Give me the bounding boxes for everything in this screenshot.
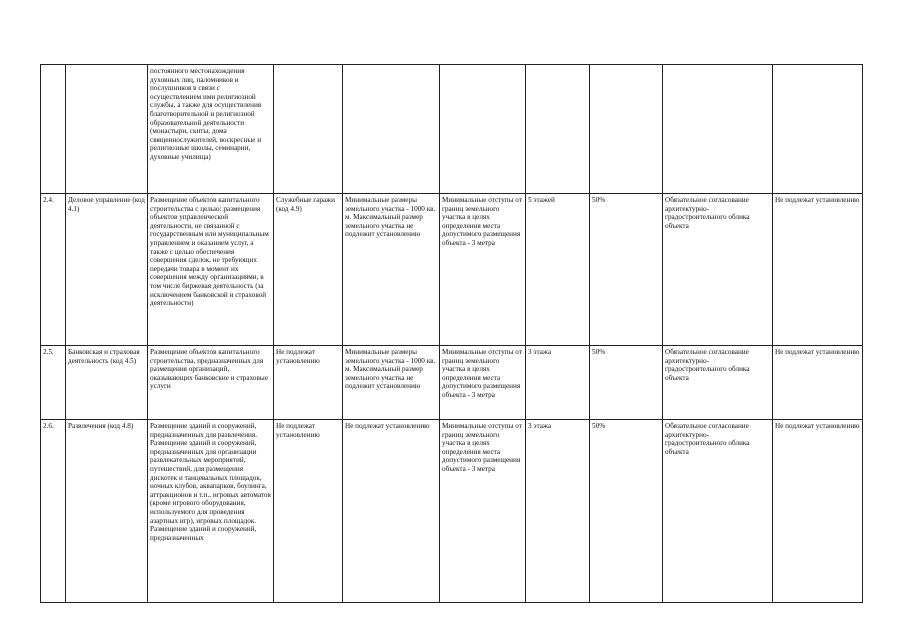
plot-size: [343, 65, 440, 194]
auxiliary-use: Служебные гаражи (код 4.9): [274, 194, 343, 346]
plot-size: Не подлежат установлению: [343, 420, 440, 603]
max-coverage: 50%: [590, 346, 663, 420]
row-number: [41, 65, 66, 194]
max-floors: [526, 65, 590, 194]
setbacks: [440, 65, 526, 194]
auxiliary-use: Не подлежат установлению: [274, 346, 343, 420]
auxiliary-use: Не подлежат установлению: [274, 420, 343, 603]
special-conditions: Обязательное согласование архитектурно-градостроительного облика объекта: [663, 420, 773, 603]
max-floors: 3 этажа: [526, 420, 590, 603]
table-row: [41, 65, 863, 194]
max-coverage: 50%: [590, 420, 663, 603]
setbacks: Минимальные отступы от границ земельного участка в целях определения места допустимого размещения объекта - 3 метра: [440, 420, 526, 603]
table-row: [41, 420, 863, 603]
table-row: [41, 346, 863, 420]
max-floors: 3 этажа: [526, 346, 590, 420]
use-type-name: [66, 65, 148, 194]
restrictions: Не подлежат установлению: [773, 420, 863, 603]
setbacks: Минимальные отступы от границ земельного участка в целях определения места допустимого размещения объекта - 3 метра: [440, 346, 526, 420]
restrictions: Не подлежат установлению: [773, 346, 863, 420]
table-row: [41, 194, 863, 346]
max-floors: 5 этажей: [526, 194, 590, 346]
restrictions: [773, 65, 863, 194]
use-description: Размещение зданий и сооружений, предназначенных для развлечения. Размещение зданий и сооружений, предназначенных для организации развлекательных мероприятий, путешествий, для размещения дискотек и танцевальных площадок, ночных клубов, аквапарков, боулинга, аттракционов и т.п., игровых автоматов (кроме игрового оборудования, используемого для проведения азартных игр), игровых площадок. Размещение зданий и сооружений, предназначенных: [148, 420, 274, 603]
special-conditions: [663, 65, 773, 194]
special-conditions: Обязательное согласование архитектурно-градостроительного облика объекта: [663, 194, 773, 346]
row-number: 2.6.: [41, 420, 66, 603]
row-number: 2.5.: [41, 346, 66, 420]
use-type-name: Деловое управление (код 4.1): [66, 194, 148, 346]
auxiliary-use: [274, 65, 343, 194]
zoning-regulations-table: [40, 64, 863, 603]
max-coverage: [590, 65, 663, 194]
setbacks: Минимальные отступы от границ земельного участка в целях определения места допустимого размещения объекта - 3 метра: [440, 194, 526, 346]
plot-size: Минимальные размеры земельного участка - 1000 кв. м. Максимальный размер земельного участка не подлежит установлению: [343, 194, 440, 346]
use-description: постоянного местонахождения духовных лиц, паломников и послушников в связи с осуществлением ими религиозной службы, а также для осуществления благотворительной и религиозной образовательной деятельности (монастыри, скиты, дома священнослужителей, воскресные и религиозные школы, семинарии, духовные училища): [148, 65, 274, 194]
restrictions: Не подлежат установлению: [773, 194, 863, 346]
use-description: Размещение объектов капитального строительства, предназначенных для размещения организаций, оказывающих банковские и страховые услуги: [148, 346, 274, 420]
plot-size: Минимальные размеры земельного участка - 1000 кв. м. Максимальный размер земельного участка не подлежит установлению: [343, 346, 440, 420]
use-type-name: Развлечения (код 4.8): [66, 420, 148, 603]
max-coverage: 50%: [590, 194, 663, 346]
use-type-name: Банковская и страховая деятельность (код 4.5): [66, 346, 148, 420]
row-number: 2.4.: [41, 194, 66, 346]
use-description: Размещение объектов капитального строительства с целью: размещения объектов управленческой деятельности, не связанной с государственным или муниципальным управлением и оказанием услуг, а также с целью обеспечения совершения сделок, не требующих передачи товара в момент их совершения между организациями, в том числе биржевая деятельность (за исключением банковской и страховой деятельности): [148, 194, 274, 346]
special-conditions: Обязательное согласование архитектурно-градостроительного облика объекта: [663, 346, 773, 420]
